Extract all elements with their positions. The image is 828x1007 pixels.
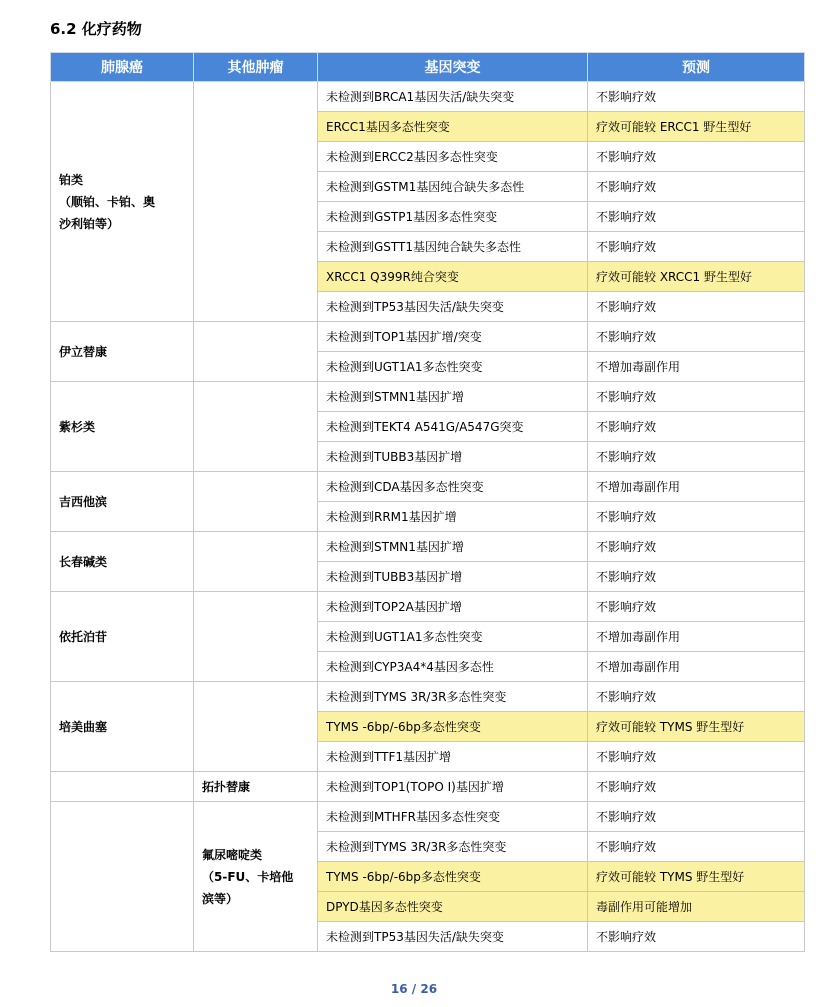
gene-mutation-cell: 未检测到TOP2A基因扩增 xyxy=(318,592,588,622)
table-row xyxy=(51,802,805,832)
lung-cancer-drug-cell-line: 铂类 xyxy=(59,172,84,187)
gene-mutation-cell: 未检测到GSTP1基因多态性突变 xyxy=(318,202,588,232)
prediction-cell: 不影响疗效 xyxy=(588,832,805,862)
table-row xyxy=(51,322,805,352)
page-number: 16 / 26 xyxy=(390,982,438,996)
gene-mutation-cell: ERCC1基因多态性突变 xyxy=(318,112,588,142)
prediction-cell: 不影响疗效 xyxy=(588,532,805,562)
table-row xyxy=(51,592,805,622)
table-row xyxy=(51,82,805,112)
lung-cancer-drug-cell xyxy=(51,592,194,682)
gene-mutation-cell: 未检测到RRM1基因扩增 xyxy=(318,502,588,532)
other-tumor-drug-cell xyxy=(194,592,318,682)
lung-cancer-drug-cell xyxy=(51,472,194,532)
other-tumor-drug-cell xyxy=(194,82,318,322)
gene-mutation-cell: 未检测到TP53基因失活/缺失突变 xyxy=(318,922,588,952)
prediction-cell: 不影响疗效 xyxy=(588,502,805,532)
other-tumor-drug-cell xyxy=(194,322,318,382)
prediction-cell: 不增加毒副作用 xyxy=(588,472,805,502)
gene-mutation-cell: 未检测到ERCC2基因多态性突变 xyxy=(318,142,588,172)
prediction-cell: 不影响疗效 xyxy=(588,202,805,232)
lung-cancer-drug-cell xyxy=(51,802,194,952)
prediction-cell: 毒副作用可能增加 xyxy=(588,892,805,922)
prediction-cell: 不影响疗效 xyxy=(588,292,805,322)
prediction-cell: 不影响疗效 xyxy=(588,442,805,472)
other-tumor-drug-cell xyxy=(194,382,318,472)
prediction-cell: 疗效可能较 ERCC1 野生型好 xyxy=(588,112,805,142)
gene-mutation-cell: 未检测到UGT1A1多态性突变 xyxy=(318,352,588,382)
prediction-cell: 不影响疗效 xyxy=(588,922,805,952)
lung-cancer-drug-cell-line: （顺铂、卡铂、奥 xyxy=(59,194,156,209)
gene-mutation-cell: 未检测到UGT1A1多态性突变 xyxy=(318,622,588,652)
table-row xyxy=(51,382,805,412)
prediction-cell: 不增加毒副作用 xyxy=(588,622,805,652)
lung-cancer-drug-cell xyxy=(51,322,194,382)
other-tumor-drug-cell-line: 氟尿嘧啶类 xyxy=(202,847,263,862)
prediction-cell: 疗效可能较 TYMS 野生型好 xyxy=(588,862,805,892)
prediction-cell: 不影响疗效 xyxy=(588,142,805,172)
lung-cancer-drug-cell-line: 培美曲塞 xyxy=(59,719,108,734)
gene-mutation-cell: 未检测到TUBB3基因扩增 xyxy=(318,442,588,472)
gene-mutation-cell: 未检测到TEKT4 A541G/A547G突变 xyxy=(318,412,588,442)
gene-mutation-cell: 未检测到BRCA1基因失活/缺失突变 xyxy=(318,82,588,112)
other-tumor-drug-cell-line: 拓扑替康 xyxy=(202,779,251,794)
prediction-cell: 不影响疗效 xyxy=(588,82,805,112)
lung-cancer-drug-cell-line: 吉西他滨 xyxy=(59,494,108,509)
prediction-cell: 疗效可能较 XRCC1 野生型好 xyxy=(588,262,805,292)
table-row xyxy=(51,682,805,712)
prediction-cell: 不影响疗效 xyxy=(588,802,805,832)
gene-mutation-cell: 未检测到TUBB3基因扩增 xyxy=(318,562,588,592)
gene-mutation-cell: 未检测到GSTM1基因纯合缺失多态性 xyxy=(318,172,588,202)
prediction-cell: 不增加毒副作用 xyxy=(588,352,805,382)
other-tumor-drug-cell xyxy=(194,472,318,532)
prediction-cell: 不影响疗效 xyxy=(588,562,805,592)
lung-cancer-drug-cell-line: 伊立替康 xyxy=(59,344,108,359)
section-title: 6.2 化疗药物 xyxy=(50,20,142,38)
header-other-tumors: 其他肿瘤 xyxy=(194,53,318,82)
prediction-cell: 不影响疗效 xyxy=(588,382,805,412)
lung-cancer-drug-cell-line: 长春碱类 xyxy=(59,554,108,569)
gene-mutation-cell: TYMS -6bp/-6bp多态性突变 xyxy=(318,862,588,892)
table-header-row xyxy=(51,53,805,82)
prediction-cell: 不影响疗效 xyxy=(588,742,805,772)
prediction-cell: 不影响疗效 xyxy=(588,172,805,202)
gene-mutation-cell: DPYD基因多态性突变 xyxy=(318,892,588,922)
lung-cancer-drug-cell xyxy=(51,772,194,802)
lung-cancer-drug-cell xyxy=(51,382,194,472)
gene-mutation-cell: XRCC1 Q399R纯合突变 xyxy=(318,262,588,292)
gene-mutation-cell: 未检测到TYMS 3R/3R多态性突变 xyxy=(318,832,588,862)
other-tumor-drug-cell xyxy=(194,532,318,592)
prediction-cell: 不增加毒副作用 xyxy=(588,652,805,682)
gene-mutation-cell: 未检测到GSTT1基因纯合缺失多态性 xyxy=(318,232,588,262)
gene-mutation-cell: 未检测到TOP1(TOPO I)基因扩增 xyxy=(318,772,588,802)
prediction-cell: 疗效可能较 TYMS 野生型好 xyxy=(588,712,805,742)
lung-cancer-drug-cell-line: 依托泊苷 xyxy=(59,629,108,644)
lung-cancer-drug-cell-line: 紫杉类 xyxy=(59,419,96,434)
prediction-cell: 不影响疗效 xyxy=(588,682,805,712)
gene-mutation-cell: 未检测到TYMS 3R/3R多态性突变 xyxy=(318,682,588,712)
gene-mutation-cell: 未检测到STMN1基因扩增 xyxy=(318,532,588,562)
other-tumor-drug-cell-line: （5-FU、卡培他 xyxy=(202,869,294,884)
gene-mutation-cell: 未检测到MTHFR基因多态性突变 xyxy=(318,802,588,832)
gene-mutation-cell: 未检测到TTF1基因扩增 xyxy=(318,742,588,772)
prediction-cell: 不影响疗效 xyxy=(588,322,805,352)
table-row xyxy=(51,772,805,802)
gene-mutation-cell: 未检测到CYP3A4*4基因多态性 xyxy=(318,652,588,682)
gene-mutation-cell: TYMS -6bp/-6bp多态性突变 xyxy=(318,712,588,742)
table-row xyxy=(51,532,805,562)
lung-cancer-drug-cell xyxy=(51,682,194,772)
other-tumor-drug-cell xyxy=(194,802,318,952)
gene-mutation-cell: 未检测到TP53基因失活/缺失突变 xyxy=(318,292,588,322)
lung-cancer-drug-cell xyxy=(51,532,194,592)
header-gene-mutation: 基因突变 xyxy=(318,53,588,82)
other-tumor-drug-cell-line: 滨等） xyxy=(202,891,239,906)
gene-mutation-cell: 未检测到STMN1基因扩增 xyxy=(318,382,588,412)
header-lung-cancer: 肺腺癌 xyxy=(51,53,194,82)
table-row xyxy=(51,472,805,502)
prediction-cell: 不影响疗效 xyxy=(588,232,805,262)
other-tumor-drug-cell xyxy=(194,772,318,802)
other-tumor-drug-cell xyxy=(194,682,318,772)
lung-cancer-drug-cell-line: 沙利铂等） xyxy=(59,216,120,231)
gene-mutation-cell: 未检测到CDA基因多态性突变 xyxy=(318,472,588,502)
prediction-cell: 不影响疗效 xyxy=(588,772,805,802)
prediction-cell: 不影响疗效 xyxy=(588,412,805,442)
gene-mutation-cell: 未检测到TOP1基因扩增/突变 xyxy=(318,322,588,352)
prediction-cell: 不影响疗效 xyxy=(588,592,805,622)
header-prediction: 预测 xyxy=(588,53,805,82)
chemotherapy-table xyxy=(50,52,805,952)
lung-cancer-drug-cell xyxy=(51,82,194,322)
